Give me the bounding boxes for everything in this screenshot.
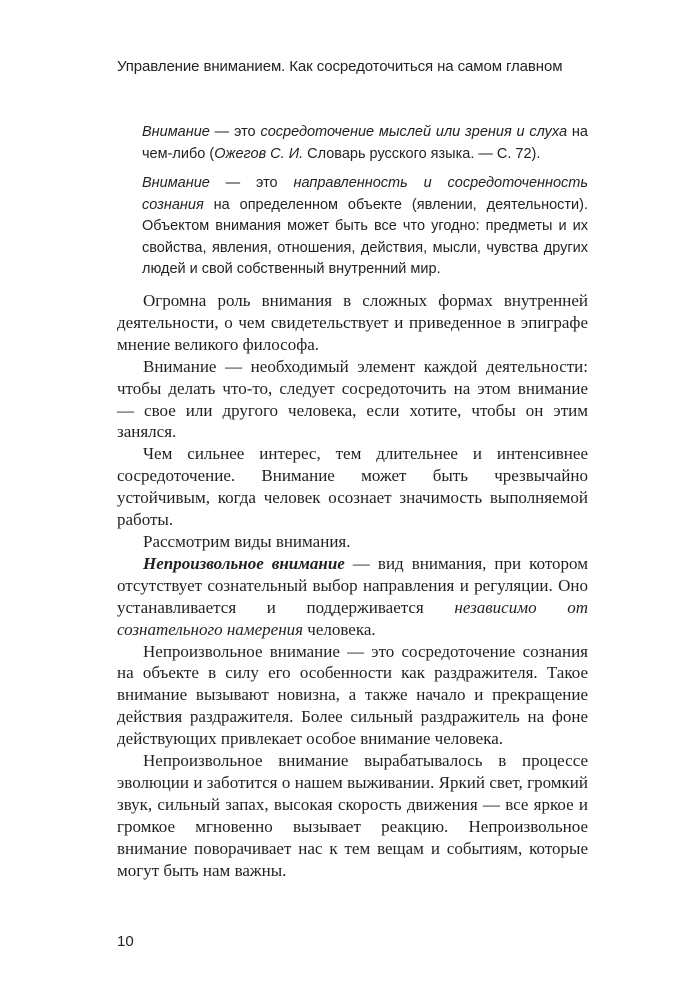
definition-term: Внимание bbox=[142, 124, 210, 140]
running-header: Управление вниманием. Как сосредоточиться на самом главном bbox=[117, 58, 563, 75]
epigraph bbox=[142, 122, 588, 289]
definition-phrase: сосредоточение мыслей или зрения и слуха bbox=[260, 124, 568, 140]
epigraph-definition-2: Внимание — это направленность и сосредоточенность сознания на определенном объекте (явлении, деятельности). Объектом внимания может быть все что угодно: предметы и их свойства, явления, отношения, действия, мысли, чувства других людей и свой собственный внутренний мир. bbox=[142, 175, 588, 277]
page-number: 10 bbox=[117, 933, 134, 950]
definition-term: Внимание bbox=[142, 175, 210, 191]
definition-phrase: направленность и сосредоточенность сознания bbox=[142, 175, 588, 213]
paragraph: Непроизвольное внимание вырабатывалось в процессе эволюции и заботится о нашем выживании. Яркий свет, громкий звук, сильный запах, высокая скорость движения — все яркое и громкое мгновенно вызывает реакцию. Непроизвольное внимание поворачивает нас к тем вещам и событиям, которые могут быть нам важны. bbox=[117, 751, 588, 880]
paragraph: Огромна роль внимания в сложных формах внутренней деятельности, о чем свидетельствует и приведенное в эпиграфе мнение великого философа. bbox=[117, 291, 588, 354]
paragraph: Чем сильнее интерес, тем длительнее и интенсивнее сосредоточение. Внимание может быть чрезвычайно устойчивым, когда человек осознает значимость выполняемой работы. bbox=[117, 444, 588, 530]
emphasis: независимо от сознательного намерения bbox=[117, 597, 588, 639]
main-text bbox=[117, 290, 588, 881]
key-term: Непроизвольное внимание bbox=[143, 553, 345, 573]
source-author: Ожегов С. И. bbox=[214, 145, 304, 162]
source-title: Словарь русского языка. — С. 72). bbox=[303, 145, 541, 162]
epigraph-definition-1: Внимание — это сосредоточение мыслей или зрения и слуха на чем-либо (Ожегов С. И. Словарь русского языка. — С. 72). bbox=[142, 124, 588, 162]
paragraph: Рассмотрим виды внимания. bbox=[143, 531, 351, 551]
paragraph: Непроизвольное внимание — это сосредоточение сознания на объекте в силу его особенности как раздражителя. Такое внимание вызывают новизна, а также начало и прекращение действия раздражителя. Более сильный раздражитель на фоне действующих привлекает особое внимание человека. bbox=[117, 641, 588, 749]
paragraph: Внимание — необходимый элемент каждой деятельности: чтобы делать что-то, следует сосредоточить на этом внимание — свое или другого человека, если хотите, чтобы он этим занялся. bbox=[117, 356, 588, 442]
paragraph: Непроизвольное внимание — вид внимания, при котором отсутствует сознательный выбор направления и регуляции. Оно устанавливается и поддерживается независимо от сознательного намерения человека. bbox=[117, 553, 588, 639]
